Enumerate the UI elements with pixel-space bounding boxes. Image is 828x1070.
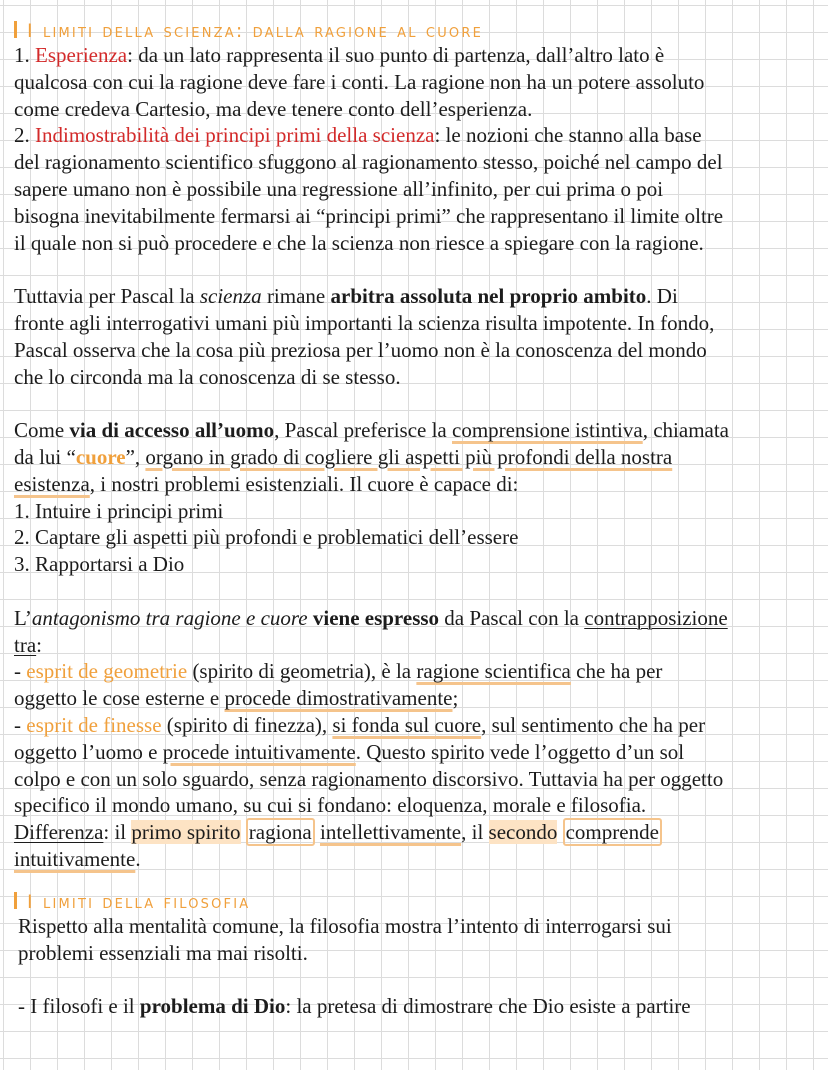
item-esprit-de-finesse: - esprit de finesse (spirito di finezza), si fonda sul cuore, sul sentimento che ha per [14,712,706,737]
term-esperienza: Esperienza [35,43,128,67]
text-line: il quale non si può procedere e che la scienza non riesce a spiegare con la ragione. [14,230,704,255]
text-line: qualcosa con cui la ragione deve fare i conti. La ragione non ha un potere assoluto [14,69,705,94]
text-line: del ragionamento scientifico sfuggono al ragionamento stesso, poiché nel campo del [14,150,723,175]
differenza-line: Differenza: il primo spirito ragiona intellettivamente, il secondo comprende [14,819,824,846]
heading-marker [14,21,17,38]
item-esperienza: 1. Esperienza: da un lato rappresenta il suo punto di partenza, dall’altro lato è [14,43,665,67]
underline-organo: organo in grado di cogliere gli aspetti più profondi della nostra [145,444,673,469]
section-heading-limiti-scienza: I limiti della scienza: dalla ragione al cuore [14,20,824,42]
section-limiti-filosofia [14,891,824,1020]
term-indimostrabilita: Indimostrabilità dei principi primi della scienza [35,123,435,148]
paragraph-tuttavia: Tuttavia per Pascal la scienza rimane arbitra assoluta nel proprio ambito. Di [14,284,678,309]
text-line: specifico il mondo umano, su cui si fondano: eloquenza, morale e filosofia. [14,793,647,818]
text-line: come credeva Cartesio, ma deve tenere conto dell’esperienza. [14,96,533,121]
paragraph-antagonismo: L’antagonismo tra ragione e cuore viene espresso da Pascal con la contrapposizione [14,605,728,630]
text-line: problemi essenziali ma mai risolti. [18,940,308,965]
text-line: Pascal osserva che la cosa più preziosa per l’uomo non è la conoscenza del mondo [14,337,707,362]
item-indimostrabilita: 2. Indimostrabilità dei principi primi della scienza: le nozioni che stanno alla base [14,123,702,148]
bold-arbitra: arbitra assoluta nel proprio ambito [330,284,647,309]
text-line: Rispetto alla mentalità comune, la filosofia mostra l’intento di interrogarsi sui [18,913,672,938]
list-item: 2. Captare gli aspetti più profondi e problematici dell’essere [14,525,519,550]
term-esprit-de-finesse: esprit de finesse [26,712,162,737]
text-line: oggetto l’uomo e procede intuitivamente. Questo spirito vede l’oggetto d’un sol [14,739,685,764]
text-line: esistenza, i nostri problemi esistenziali. Il cuore è capace di: [14,471,519,496]
term-cuore: cuore [75,444,126,469]
term-esprit-de-geometrie: esprit de geometrie [26,659,188,684]
item-esprit-de-geometrie: - esprit de geometrie (spirito di geometria), è la ragione scientifica che ha per [14,659,663,684]
list-item: 1. Intuire i principi primi [14,498,224,523]
underline-comprensione-istintiva: comprensione istintiva [452,418,643,443]
list-item: 3. Rapportarsi a Dio [14,552,185,577]
section-heading-limiti-filosofia: I limiti della filosofia [14,891,824,913]
text-line: oggetto le cose esterne e procede dimostrativamente; [14,686,459,711]
text-line: da lui “cuore”, organo in grado di cogliere gli aspetti più profondi della nostra [14,444,673,469]
text-line: bisogna inevitabilmente fermarsi ai “principi primi” che rappresentano il limite oltre [14,203,724,228]
heading-marker [14,892,17,909]
notes-page [14,0,824,1020]
item-problema-di-dio: - I filosofi e il problema di Dio: la pretesa di dimostrare che Dio esiste a partire [18,994,691,1019]
text-line: tra: [14,632,42,657]
text-line: colpo e con un solo sguardo, senza ragionamento discorsivo. Tuttavia ha per oggetto [14,766,724,791]
text-line: che lo circonda ma la conoscenza di se stesso. [14,364,401,389]
text-line: sapere umano non è possibile una regressione all’infinito, per cui prima o poi [14,176,664,201]
paragraph-via-di-accesso: Come via di accesso all’uomo, Pascal preferisce la comprensione istintiva, chiamata [14,418,730,443]
text-line: intuitivamente. [14,846,141,871]
text-line: fronte agli interrogativi umani più importanti la scienza risulta impotente. In fondo, [14,310,715,335]
